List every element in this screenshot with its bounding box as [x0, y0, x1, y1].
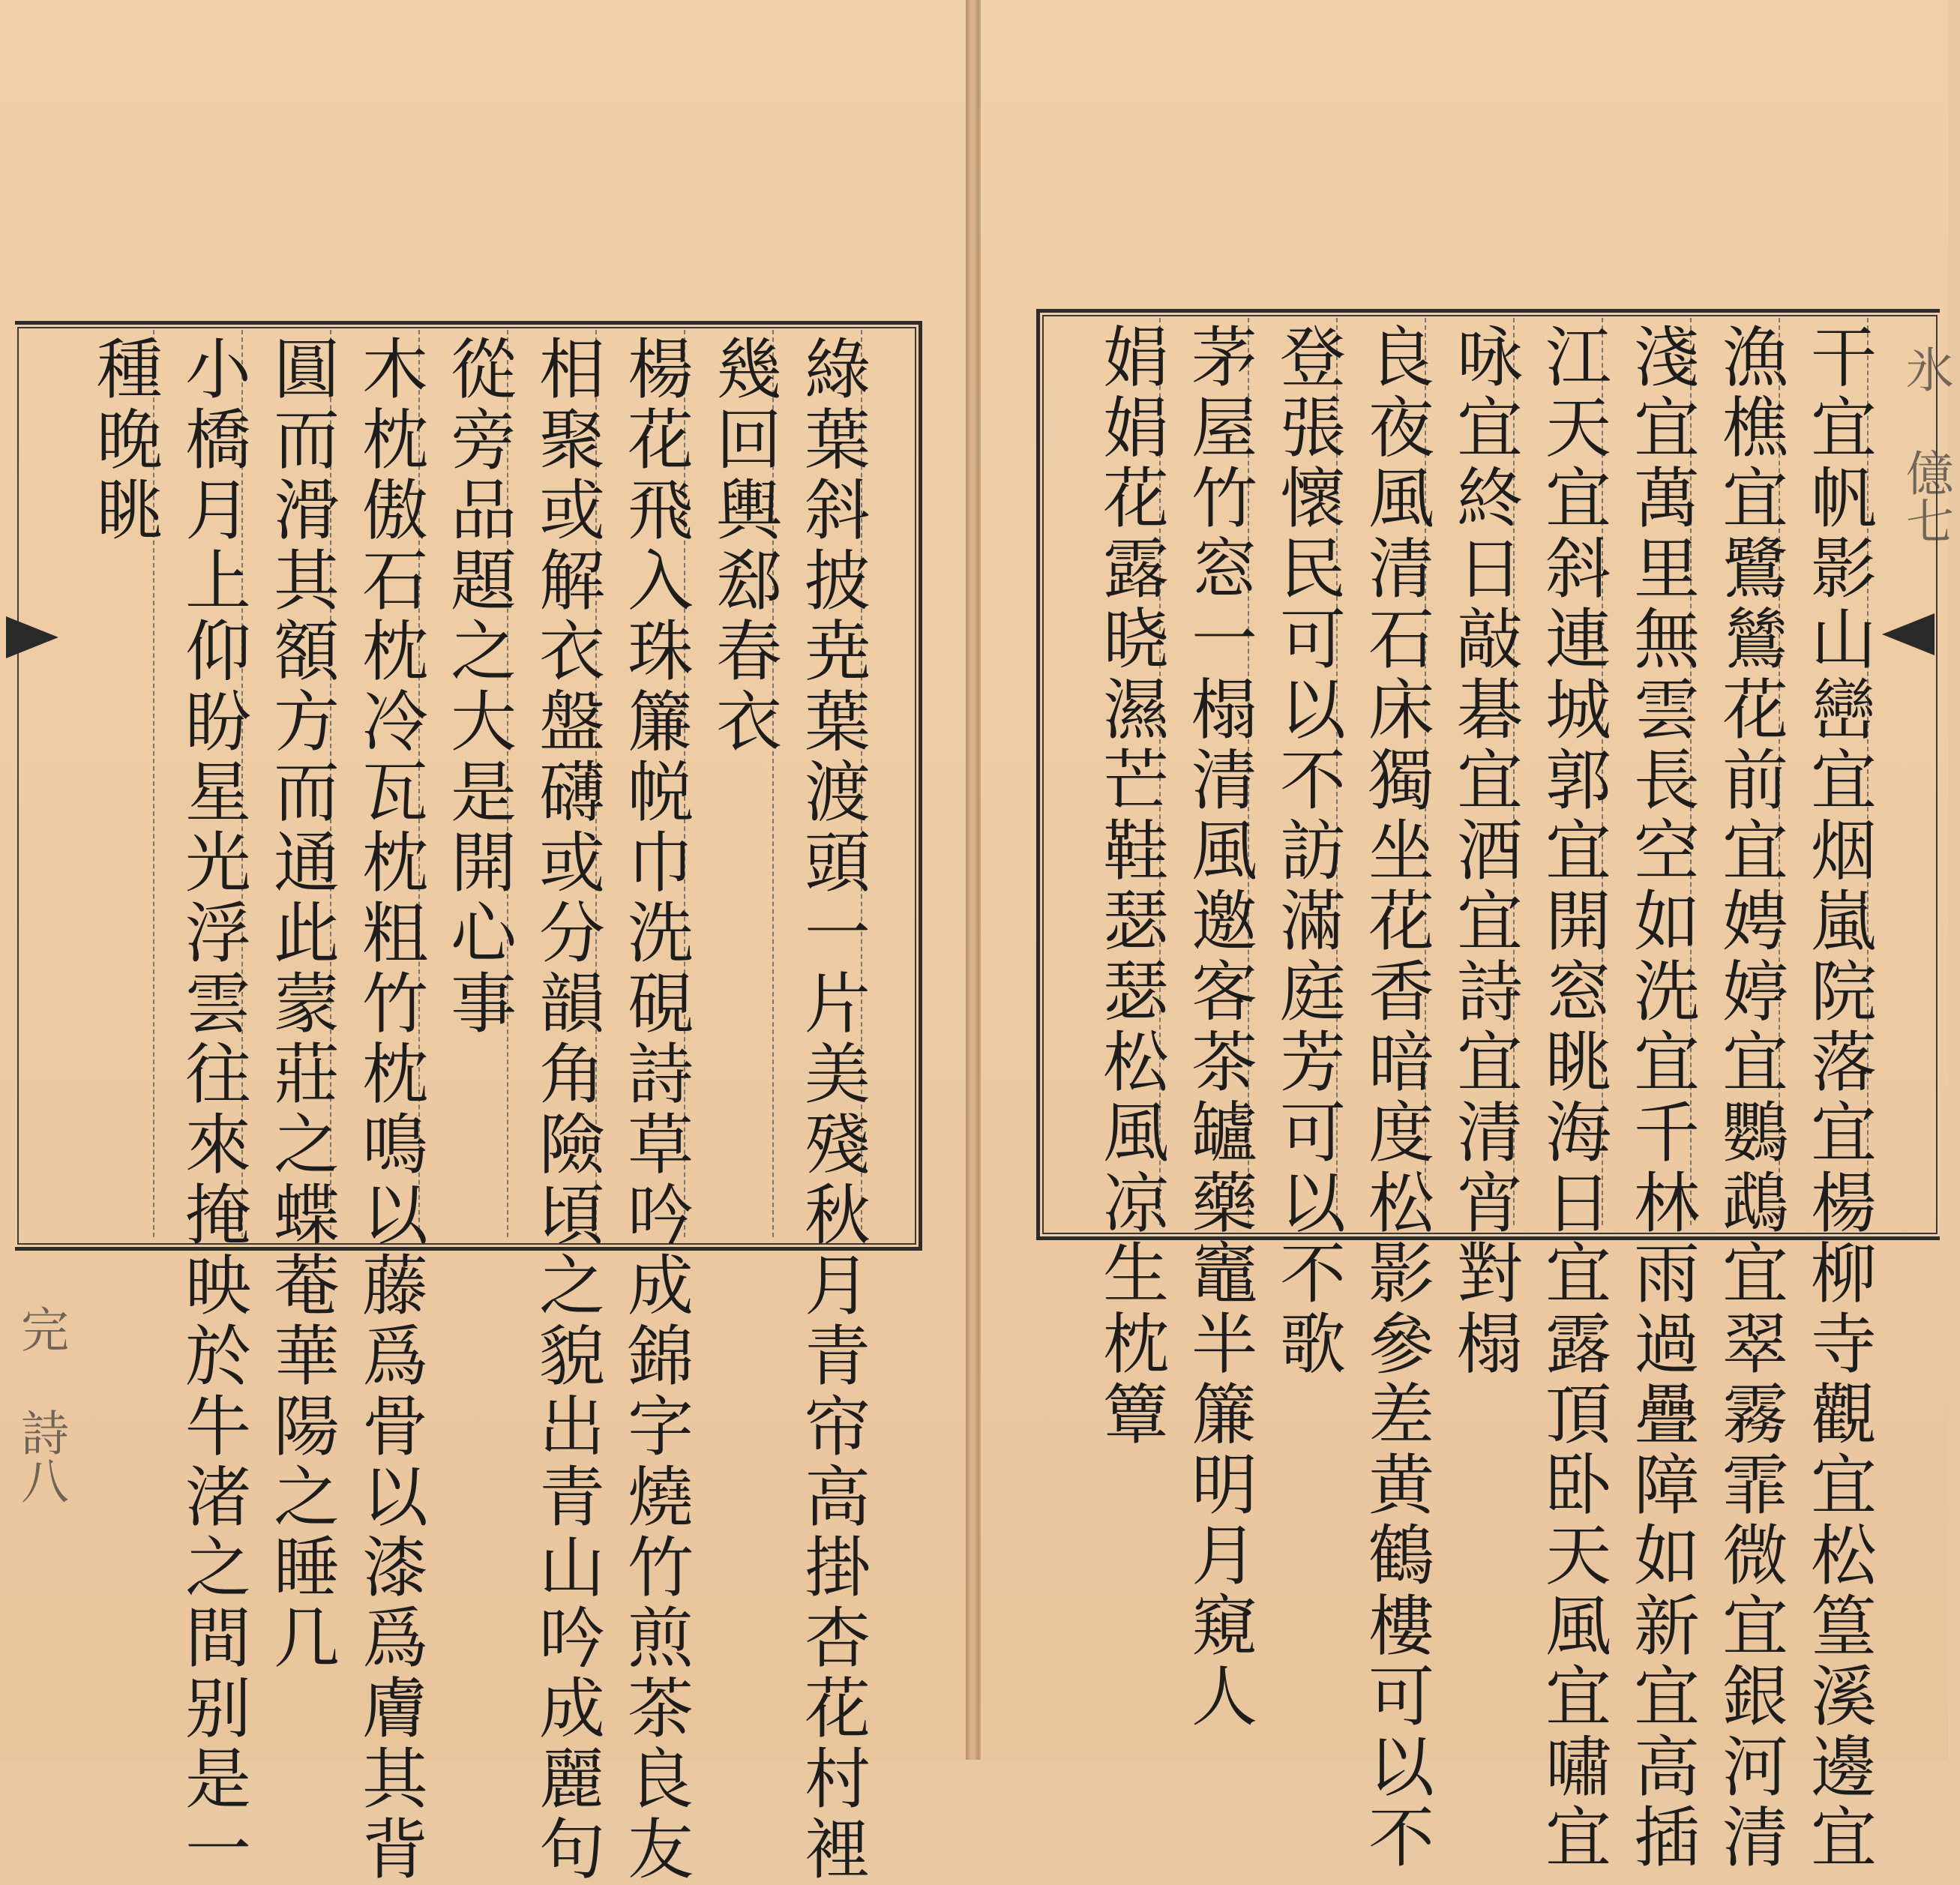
text-column: 小橋月上仰盼星光浮雲往來掩映於牛渚之間别是一	[175, 334, 252, 1885]
text-column: 綠葉斜披尭葉渡頭一片美殘秋月青帘高掛杏花村裡	[794, 334, 871, 1885]
text-column: 良夜風清石床獨坐花香暗度松影參差黄鶴樓可以不	[1358, 322, 1435, 1873]
text-column: 干宜帆影山巒宜烟嵐院落宜楊柳寺觀宜松篁溪邊宜	[1800, 322, 1878, 1873]
fishtail-mark-right	[1882, 613, 1935, 655]
text-column: 咏宜終日敲碁宜酒宜詩宜清宵對榻	[1446, 322, 1524, 1380]
text-column: 幾回輿郄春衣	[706, 334, 783, 757]
book-gutter	[966, 0, 979, 1760]
text-column: 楊花飛入珠簾帨巾洗硯詩草吟成錦字燒竹煎茶良友	[617, 334, 694, 1885]
text-column: 江天宜斜連城郭宜開窓眺海日宜露頂卧天風宜嘯宜	[1535, 322, 1612, 1873]
right-margin-text: 氷 億七	[1898, 345, 1953, 544]
text-column: 相聚或解衣盤礴或分韻角險頃之貌出青山吟成麗句	[529, 334, 606, 1885]
fishtail-mark-left	[6, 616, 58, 658]
text-column: 種晚眺	[86, 334, 163, 546]
text-column: 登張懷民可以不訪滿庭芳可以不歌	[1269, 322, 1347, 1380]
text-column: 木枕傲石枕冷瓦枕粗竹枕鳴以藤爲骨以漆爲膚其背	[352, 334, 429, 1885]
text-column: 淺宜萬里無雲長空如洗宜千林雨過疊障如新宜高插	[1623, 322, 1701, 1873]
text-column: 茅屋竹窓一榻清風邀客茶罏藥竈半簾明月窺人	[1181, 322, 1258, 1732]
left-margin-text: 完 詩八	[13, 1305, 68, 1504]
text-column: 娟娟花露晓濕芒鞋瑟瑟松風凉生枕簟	[1092, 322, 1170, 1450]
text-column: 漁樵宜鷺鷥花前宜娉婷宜鸚鵡宜翠霧霏微宜銀河清	[1712, 322, 1789, 1873]
text-column: 圓而滑其額方而通此蒙莊之蝶菴華陽之睡几	[263, 334, 340, 1674]
text-column: 從旁品題之大是開心事	[440, 334, 517, 1039]
